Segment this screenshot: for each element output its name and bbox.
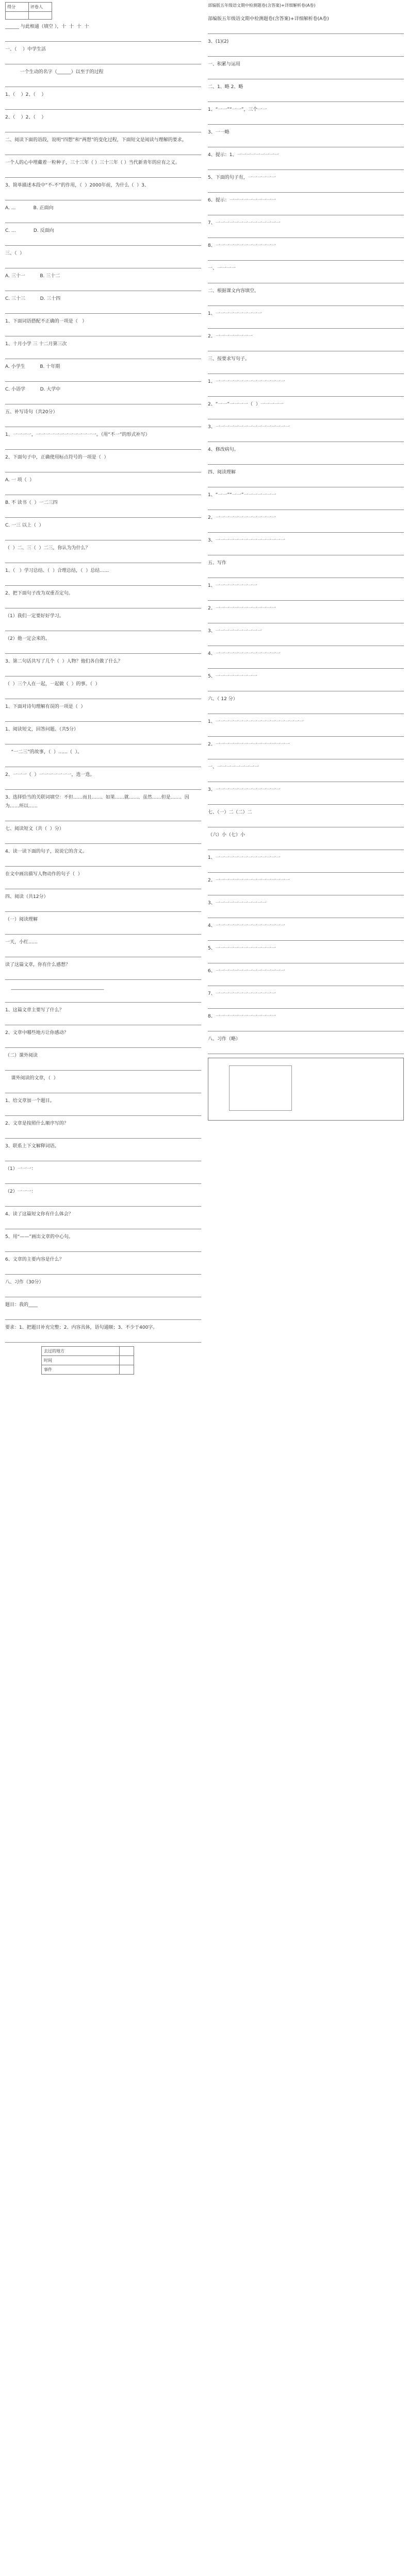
paragraph: （1）一一一： (5, 1166, 36, 1172)
paragraph: 六、（ 12 分） (208, 697, 238, 702)
paragraph: （2）一一一： (5, 1189, 36, 1194)
paragraph: 3、选择恰当的关联词填空：不但……而且……、如果……就……、虽然……但是……、因为……所以…… (5, 795, 189, 809)
answer-line[interactable] (5, 1018, 201, 1025)
answer-line[interactable] (5, 759, 201, 767)
answer-line[interactable] (5, 283, 201, 291)
paragraph: 七、（一）二（二）二 (208, 810, 252, 815)
paragraph: 一天，小红…… (5, 940, 38, 945)
paragraph: 8、一一一一一一一一一一一一一 (208, 1014, 276, 1019)
answer-line[interactable] (208, 956, 404, 963)
paragraph: A. 一 项（ ） (5, 478, 35, 483)
answer-line[interactable] (208, 593, 404, 601)
answer-line[interactable] (5, 329, 201, 336)
answer-line[interactable] (5, 57, 201, 64)
answer-line[interactable] (5, 125, 201, 132)
answer-line[interactable] (5, 836, 201, 844)
answer-line[interactable] (5, 1176, 201, 1184)
paragraph: ________________________________________ (5, 985, 104, 990)
paragraph: 1、十月小学 三 十二月第三次 (5, 342, 67, 347)
answer-line[interactable] (5, 102, 201, 110)
paragraph: 4、一一一一一一一一一一一一一一一 (208, 923, 285, 928)
answer-line[interactable] (5, 442, 201, 450)
drawing-area (208, 1058, 404, 1121)
paragraph: B. 不 读书（ ）一二三四 (5, 500, 58, 505)
score-box (5, 2, 52, 20)
answer-line[interactable] (5, 306, 201, 314)
paragraph: 1、给文章加一个题目。 (5, 1098, 55, 1104)
paragraph: “一二三”的故事，（ ）……（ ）。 (5, 750, 83, 755)
paragraph: 二、1、略 2、略 (208, 84, 243, 90)
answer-line[interactable] (208, 298, 404, 306)
answer-line[interactable] (5, 351, 201, 359)
chart-row: 时间 (42, 1356, 120, 1365)
paragraph: 2、一一一（ ）一一一一一一一，选一选。 (5, 772, 95, 777)
answer-line[interactable] (5, 397, 201, 404)
paragraph: 1、“一一”“一一”，三个一一 (208, 107, 267, 112)
answer-line[interactable] (5, 1131, 201, 1139)
answer-line[interactable] (5, 601, 201, 608)
paragraph: 6、一一一一一一一一一一一一一一一 (208, 969, 285, 974)
paragraph: 四、阅读（共12分） (5, 894, 48, 900)
paragraph: 1、一一一一一一一一一一一一一一一 (208, 379, 285, 384)
paragraph: 四、阅读理解 (208, 470, 236, 475)
answer-line[interactable] (5, 1108, 201, 1116)
drawing-frame (229, 1065, 292, 1111)
paragraph: 2、“一一”一一一一（ ）一一一一一 (208, 402, 284, 407)
paragraph: （二）课外阅读 (5, 1053, 38, 1058)
answer-line[interactable] (208, 661, 404, 669)
answer-line[interactable] (5, 782, 201, 790)
paragraph: 二、根据课文内容填空。 (208, 289, 259, 294)
answer-line[interactable] (208, 344, 404, 351)
answer-line[interactable] (208, 208, 404, 215)
paragraph: 一、（ ）中学生活 (5, 47, 46, 52)
answer-line[interactable] (208, 457, 404, 465)
answer-line[interactable] (208, 276, 404, 283)
paragraph: 一、积累与运用 (208, 62, 241, 67)
paragraph: 3、简单描述本段中“不-不”的作用，（ ）2000年前，为什么（ ）3、 (5, 183, 149, 188)
paragraph: 要求：1、把题目补充完整；2、内容具体，语句通顺；3、不少于400字。 (5, 1325, 158, 1330)
answer-line[interactable] (5, 238, 201, 246)
paragraph: （一）阅读理解 (5, 917, 38, 922)
right-paragraphs (208, 15, 404, 1054)
paragraph: 二、阅读下面的语段，说明“四想”和“两想”的变化过程，下面短文是阅读与理解的要求。 (5, 138, 187, 143)
answer-line[interactable] (5, 1335, 201, 1343)
paragraph: C. 小语学 D. 大学中 (5, 387, 61, 392)
paragraph: 4、修改病句。 (208, 447, 239, 452)
paragraph: 7、一一一一一一一一一一一一一一 (208, 221, 281, 226)
answer-line[interactable] (208, 548, 404, 555)
answer-line[interactable] (208, 638, 404, 646)
document-title: 部编版五年级语文期中检测题卷(含答案)+详细解析卷(A卷) (208, 3, 316, 8)
answer-line[interactable] (5, 1086, 201, 1093)
answer-line[interactable] (208, 366, 404, 374)
paragraph: 一个生动的名字（______）以至于的过程 (5, 70, 104, 75)
answer-line[interactable] (5, 34, 201, 42)
answer-line[interactable] (5, 882, 201, 889)
answer-line[interactable] (5, 374, 201, 382)
paragraph: 1、“一一”“一一”一一一一一一一 (208, 493, 276, 498)
answer-line[interactable] (208, 321, 404, 329)
answer-line[interactable] (208, 230, 404, 238)
paragraph: 5、一一一一一一一一一一一一一 (208, 946, 276, 951)
answer-line[interactable] (5, 950, 201, 957)
answer-line[interactable] (208, 389, 404, 397)
paragraph: 3、联系上下文解释词语。 (5, 1144, 59, 1149)
paragraph: 一、一一一一 (208, 266, 236, 271)
paragraph: （2）他一定会来的。 (5, 636, 50, 641)
answer-line[interactable] (208, 480, 404, 487)
paragraph: 2、一一一一一一一一一一一一一 (208, 515, 276, 520)
paragraph: 3、一一一一一一一一一一一一一一 (208, 787, 281, 792)
answer-line[interactable] (208, 162, 404, 170)
answer-line[interactable] (208, 72, 404, 79)
paragraph: ______ 与此相通（填空 ），十 十 十 十 (5, 24, 89, 29)
paragraph: 2、一一一一一一一一 (208, 334, 253, 339)
paragraph: 3、第二句话共写了几个（ ）人物？他们各自做了什么？ (5, 659, 123, 664)
answer-line[interactable] (5, 419, 201, 427)
paragraph: 三、（ ） (5, 251, 25, 256)
score-cell: 得分 (6, 3, 29, 12)
answer-line[interactable] (5, 995, 201, 1003)
paragraph: 2、一一一一一一一一一一一一一一一一 (208, 878, 290, 883)
answer-line[interactable] (208, 412, 404, 419)
answer-line[interactable] (5, 1040, 201, 1048)
paragraph: C. ... D. 反面向 (5, 228, 54, 233)
answer-line[interactable] (208, 49, 404, 57)
grader-cell: 评卷人 (29, 3, 52, 12)
left-paragraphs (5, 23, 201, 1343)
answer-line[interactable] (208, 1001, 404, 1009)
answer-line[interactable] (5, 555, 201, 563)
paragraph: 2、（ ）2、（ ） (5, 115, 46, 120)
answer-line[interactable] (208, 94, 404, 102)
paragraph: （ ）二、三（ ）二三，你认为为什么？ (5, 546, 90, 551)
chart-row: 去过的地方 (42, 1347, 120, 1356)
paragraph: 4、提示：1、一一一一一一一一一 (208, 152, 279, 158)
paragraph: （1）我们一定要好好学习。 (5, 614, 64, 619)
paragraph: 1、一一一一，一一一一一一一一一一一一一。（用“不一”的形式补写） (5, 432, 150, 437)
paragraph: 八、习作（30分） (5, 1280, 44, 1285)
answer-line[interactable] (208, 842, 404, 850)
answer-line[interactable] (5, 691, 201, 699)
paragraph: 4、一一一一一一一一一一一一一一 (208, 651, 281, 656)
paragraph: C. 三十三 D. 三十四 (5, 296, 61, 301)
chart-row: 事件 (42, 1365, 120, 1375)
paragraph: 5、用“——”画出文章的中心句。 (5, 1234, 74, 1240)
answer-line[interactable] (5, 1063, 201, 1071)
answer-line[interactable] (5, 1290, 201, 1297)
answer-line[interactable] (5, 927, 201, 935)
paragraph: 1、下面词语搭配不正确的一项是（ ） (5, 319, 87, 324)
paragraph: 五、补写诗句（共20分） (5, 410, 58, 415)
paragraph: 2、把下面句子改为双重否定句。 (5, 591, 73, 596)
paragraph: （六）小（七）小 (208, 833, 246, 838)
paragraph: 3、一一一一一一一一一一一一一一一 (208, 538, 285, 543)
answer-line[interactable] (208, 865, 404, 873)
paragraph: 读了这篇文章，你有什么感想？ (5, 962, 71, 968)
answer-line[interactable] (208, 434, 404, 442)
answer-line[interactable] (5, 193, 201, 200)
answer-line[interactable] (208, 910, 404, 918)
answer-line[interactable] (5, 79, 201, 87)
answer-line[interactable] (5, 1154, 201, 1161)
paragraph: 1、（ ）2、（ ） (5, 92, 46, 97)
paragraph: 2、下面句子中，正确使用标点符号的一项是（ ） (5, 455, 109, 460)
answer-line[interactable] (5, 487, 201, 495)
left-column (5, 0, 201, 1380)
answer-line[interactable] (5, 510, 201, 518)
paragraph: 1、下面对诗句理解有误的一项是（ ） (5, 704, 86, 709)
answer-line[interactable] (208, 140, 404, 147)
paragraph: 1、这篇文章主要写了什么？ (5, 1008, 64, 1013)
answer-chart (41, 1346, 134, 1375)
paragraph: 7、一一一一一一一一一一一一一 (208, 991, 276, 996)
right-column (208, 0, 404, 1124)
score-blank (6, 12, 29, 20)
paragraph: 5、一一一一一一一一一 (208, 674, 257, 679)
paragraph: （ ）三个人在一起，一起做（ ）的事。（ ） (5, 682, 100, 687)
grader-blank (29, 12, 52, 20)
paragraph: 一、一一一一一一一一一 (208, 765, 259, 770)
paragraph: 部编版五年级语文期中检测题卷(含答案)+详细解析卷(A卷) (208, 16, 329, 22)
paragraph: 8、一一一一一一一一一一一一一 (208, 243, 276, 248)
answer-line[interactable] (208, 570, 404, 578)
paragraph: 2、文章是按照什么顺序写的？ (5, 1121, 69, 1126)
paragraph: 1、一一一一一一一一一一 (208, 311, 262, 316)
paragraph: 3、一一一一一一一一一一 (208, 629, 262, 634)
paragraph: 3、一一一一一一一一一一一 (208, 901, 267, 906)
paragraph: 课外阅读的文章，（ ） (5, 1076, 58, 1081)
paragraph: 3、一一一一一一一一一一一一一一一一 (208, 425, 290, 430)
answer-line[interactable] (208, 117, 404, 125)
answer-line[interactable] (5, 814, 201, 821)
answer-line[interactable] (5, 669, 201, 676)
paragraph: 6、提示：一一一一一一一一一一 (208, 198, 276, 203)
answer-line[interactable] (208, 933, 404, 941)
answer-line[interactable] (208, 616, 404, 623)
paragraph: 题目：我的____ (5, 1302, 38, 1308)
answer-line[interactable] (208, 684, 404, 691)
paragraph: A. ... B. 正面向 (5, 206, 54, 211)
paragraph: 1、一一一一一一一一一一一一一一 (208, 855, 281, 860)
paragraph: C. 一三 以上（ ） (5, 523, 44, 528)
answer-line[interactable] (208, 978, 404, 986)
answer-line[interactable] (5, 215, 201, 223)
answer-line[interactable] (5, 904, 201, 912)
paragraph: A. 小学生 B. 十年期 (5, 364, 60, 369)
paragraph: 2、一一一一一一一一一一一一一一一一 (208, 742, 290, 747)
answer-line[interactable] (208, 774, 404, 782)
answer-line[interactable] (5, 465, 201, 472)
paragraph: 3、(1)(2) (208, 39, 229, 44)
answer-line[interactable] (5, 1244, 201, 1252)
answer-line[interactable] (208, 26, 404, 34)
paragraph: 5、下面的句子有，一一一一一一 (208, 175, 276, 180)
paragraph: 4、读了这篇短文你有什么体会？ (5, 1212, 73, 1217)
answer-line[interactable] (5, 1312, 201, 1320)
paragraph: 2、文章中哪些地方让你感动？ (5, 1030, 69, 1036)
paragraph: 6、文章的主要内容是什么？ (5, 1257, 64, 1262)
answer-line[interactable] (5, 1199, 201, 1207)
answer-line[interactable] (208, 797, 404, 805)
paragraph: 三、按要求写句子。 (208, 357, 250, 362)
answer-line[interactable] (208, 525, 404, 533)
answer-line[interactable] (208, 1046, 404, 1054)
answer-line[interactable] (208, 253, 404, 261)
answer-line[interactable] (5, 646, 201, 654)
answer-line[interactable] (5, 578, 201, 586)
answer-line[interactable] (5, 972, 201, 980)
answer-line[interactable] (208, 820, 404, 827)
answer-line[interactable] (5, 623, 201, 631)
answer-line[interactable] (208, 502, 404, 510)
answer-line[interactable] (5, 737, 201, 744)
answer-line[interactable] (5, 859, 201, 867)
paragraph: 3、一一略 (208, 130, 230, 135)
paragraph: 八、习作（略） (208, 1037, 241, 1042)
answer-line[interactable] (208, 888, 404, 895)
paragraph: 1、阅读短文，回答问题。（共5分） (5, 727, 78, 732)
answer-line[interactable] (5, 533, 201, 540)
answer-line[interactable] (5, 170, 201, 178)
answer-line[interactable] (5, 1222, 201, 1229)
answer-line[interactable] (208, 185, 404, 193)
paragraph: 4、读一读下面的句子，说说它的含义。 (5, 849, 87, 854)
answer-line[interactable] (208, 752, 404, 759)
answer-line[interactable] (5, 714, 201, 722)
paragraph: 1、一一一一一一一一一 (208, 583, 257, 588)
answer-line[interactable] (5, 261, 201, 268)
answer-line[interactable] (5, 1267, 201, 1275)
answer-line[interactable] (5, 147, 201, 155)
paragraph: 在文中画出描写人物动作的句子（ ） (5, 872, 83, 877)
answer-line[interactable] (208, 729, 404, 737)
answer-line[interactable] (208, 1024, 404, 1031)
paragraph: 2、一一一一一一一一一一一一一 (208, 606, 276, 611)
paragraph: 五、写作 (208, 561, 227, 566)
paragraph: 一个人的心中埋藏着一粒种子，三十三年（ ）三十三年（ ）当代新青年的应有之义。 (5, 160, 180, 165)
answer-line[interactable] (208, 706, 404, 714)
paragraph: 1、（ ）学习总结、（ ）合理总结，（ ）总结…… (5, 568, 109, 573)
paragraph: A. 三十一 B. 三十二 (5, 274, 60, 279)
paragraph: 七、阅读短文（共（ ）分） (5, 826, 64, 832)
paragraph: 1、一一一一一一一一一一一一一一一一一一一 (208, 719, 304, 724)
